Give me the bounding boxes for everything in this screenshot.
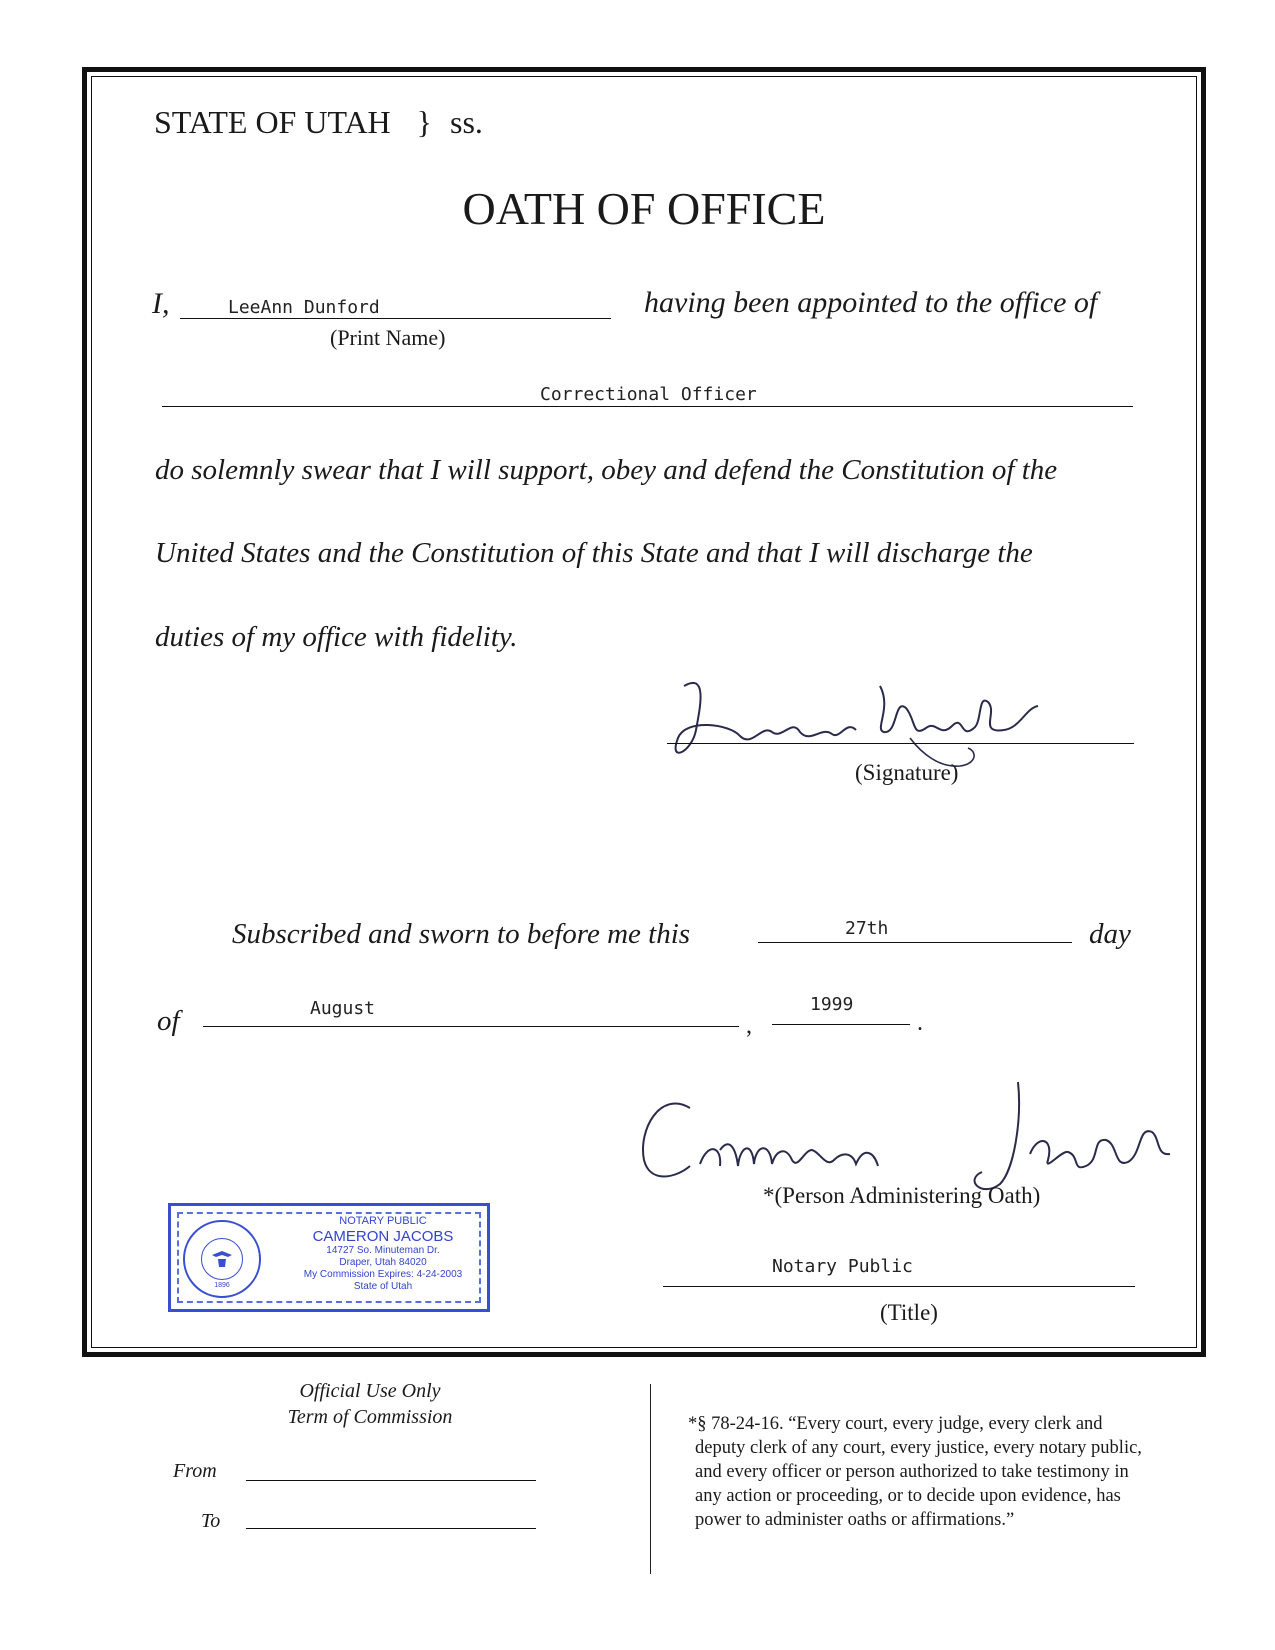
statute-text: [688, 1412, 1142, 1532]
print-name-value: LeeAnn Dunford: [228, 297, 380, 318]
brace: }: [416, 104, 433, 140]
administrator-caption: *(Person Administering Oath): [763, 1183, 1041, 1208]
day-label: day: [1089, 918, 1131, 950]
month-line: [203, 1026, 739, 1027]
stamp-line-5: My Commission Expires: 4-24-2003: [303, 1269, 463, 1280]
subscribed-text: Subscribed and sworn to before me this: [232, 918, 691, 950]
stamp-line-4: Draper, Utah 84020: [339, 1257, 427, 1268]
signature-caption: (Signature): [855, 760, 959, 785]
appointed-text: having been appointed to the office of: [644, 286, 1098, 319]
statute-line-3: and every officer or person authorized to take testimony in: [695, 1462, 1129, 1482]
day-value: 27th: [845, 918, 889, 939]
eagle-icon: [210, 1247, 234, 1271]
from-label: From: [173, 1460, 217, 1482]
section-divider: [650, 1384, 651, 1574]
year-period: .: [917, 1010, 923, 1036]
oath-line-3: duties of my office with fidelity.: [155, 621, 518, 653]
of-label: of: [157, 1005, 180, 1037]
year-value: 1999: [810, 994, 854, 1015]
statute-line-5: power to administer oaths or affirmations.”: [695, 1510, 1015, 1530]
seal-year: 1896: [214, 1282, 230, 1289]
stamp-line-2: CAMERON JACOBS: [312, 1228, 454, 1245]
office-value: Correctional Officer: [540, 384, 757, 405]
term-of-commission-title: Term of Commission: [287, 1406, 453, 1428]
statute-line-4: any action or proceeding, or to decide upon evidence, has: [695, 1486, 1121, 1506]
title-caption: (Title): [880, 1300, 938, 1325]
stamp-line-1: NOTARY PUBLIC: [339, 1215, 427, 1227]
to-label: To: [201, 1510, 221, 1532]
state-heading: [154, 104, 483, 141]
oath-line-2: United States and the Constitution of this State and that I will discharge the: [155, 537, 1033, 569]
to-line: [246, 1528, 536, 1529]
administrator-signature: [630, 1080, 1190, 1195]
month-value: August: [310, 998, 376, 1019]
i-prefix: I,: [152, 287, 170, 320]
statute-line-1: *§ 78-24-16. “Every court, every judge, every clerk and: [688, 1414, 1103, 1434]
stamp-line-6: State of Utah: [353, 1281, 413, 1292]
oath-line-1: do solemnly swear that I will support, obey and defend the Constitution of the: [155, 454, 1058, 486]
month-comma: ,: [746, 1013, 752, 1039]
year-line: [772, 1024, 910, 1025]
page-title: OATH OF OFFICE: [462, 183, 826, 234]
stamp-text: [283, 1215, 483, 1293]
notary-stamp: [168, 1203, 490, 1312]
from-line: [246, 1480, 536, 1481]
statute-line-2: deputy clerk of any court, every justice, every notary public,: [695, 1438, 1142, 1458]
state-seal: [183, 1220, 261, 1298]
title-line: [663, 1286, 1135, 1287]
title-value: Notary Public: [772, 1256, 913, 1277]
signature-line: [667, 743, 1134, 744]
print-name-caption: (Print Name): [330, 325, 446, 350]
day-line: [758, 942, 1072, 943]
state-name: STATE OF UTAH: [154, 104, 391, 140]
ss-label: ss.: [450, 104, 483, 140]
official-use-title: Official Use Only: [299, 1380, 441, 1402]
print-name-line: [180, 318, 611, 319]
official-use-heading: [230, 1378, 510, 1430]
stamp-line-3: 14727 So. Minuteman Dr.: [326, 1245, 440, 1256]
office-line: [162, 406, 1133, 407]
